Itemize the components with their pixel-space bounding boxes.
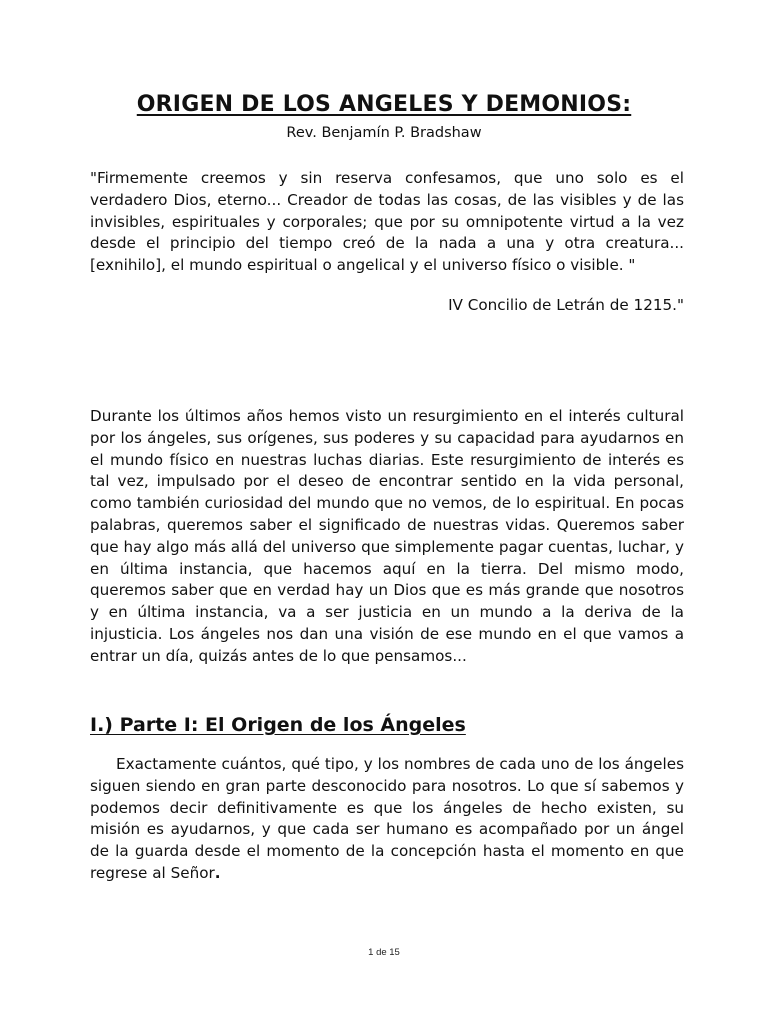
opening-quote: "Firmemente creemos y sin reserva confesamos, que uno solo es el verdadero Dios, eterno... Creador de todas las cosas, de las visibles y de las invisibles, espirituales y corporales; que por su omnipotente virtud a la vez desde el principio del tiempo creó de la nada a una y otra creatura... [exnihilo], el mundo espiritual o angelical y el universo físico o visible. " — [90, 169, 684, 275]
page-number: 1 de 15 — [368, 947, 400, 958]
section-heading: I.) Parte I: El Origen de los Ángeles — [90, 714, 466, 736]
intro-paragraph: Durante los últimos años hemos visto un resurgimiento en el interés cultural por los ángeles, sus orígenes, sus poderes y su capacidad para ayudarnos en el mundo físico en nuestras luchas diarias. Este resurgimiento de interés es tal vez, impulsado por el deseo de encontrar sentido en la vida personal, como también curiosidad del mundo que no vemos, de lo espiritual. En pocas palabras, queremos saber el significado de nuestras vidas. Queremos saber que hay algo más allá del universo que simplemente pagar cuentas, luchar, y en última instancia, que hacemos aquí en la tierra. Del mismo modo, queremos saber que en verdad hay un Dios que es más grande que nosotros y en última instancia, va a ser justicia en un mundo a la deriva de la injusticia. Los ángeles nos dan una visión de ese mundo en el que vamos a entrar un día, quizás antes de lo que pensamos... — [90, 407, 684, 665]
section-paragraph — [90, 754, 684, 885]
document-author: Rev. Benjamín P. Bradshaw — [286, 125, 482, 141]
section-paragraph-text: Exactamente cuántos, qué tipo, y los nombres de cada uno de los ángeles siguen siendo en gran parte desconocido para nosotros. Lo que sí sabemos y podemos decir definitivamente es que los ángeles de hecho existen, su misión es ayudarnos, y que cada ser humano es acompañado por un ángel de la guarda desde el momento de la concepción hasta el momento en que regrese al Señor — [90, 755, 684, 882]
quote-citation: IV Concilio de Letrán de 1215." — [448, 296, 684, 314]
section-paragraph-end: . — [214, 863, 221, 882]
document-title: ORIGEN DE LOS ANGELES Y DEMONIOS: — [136, 92, 632, 117]
